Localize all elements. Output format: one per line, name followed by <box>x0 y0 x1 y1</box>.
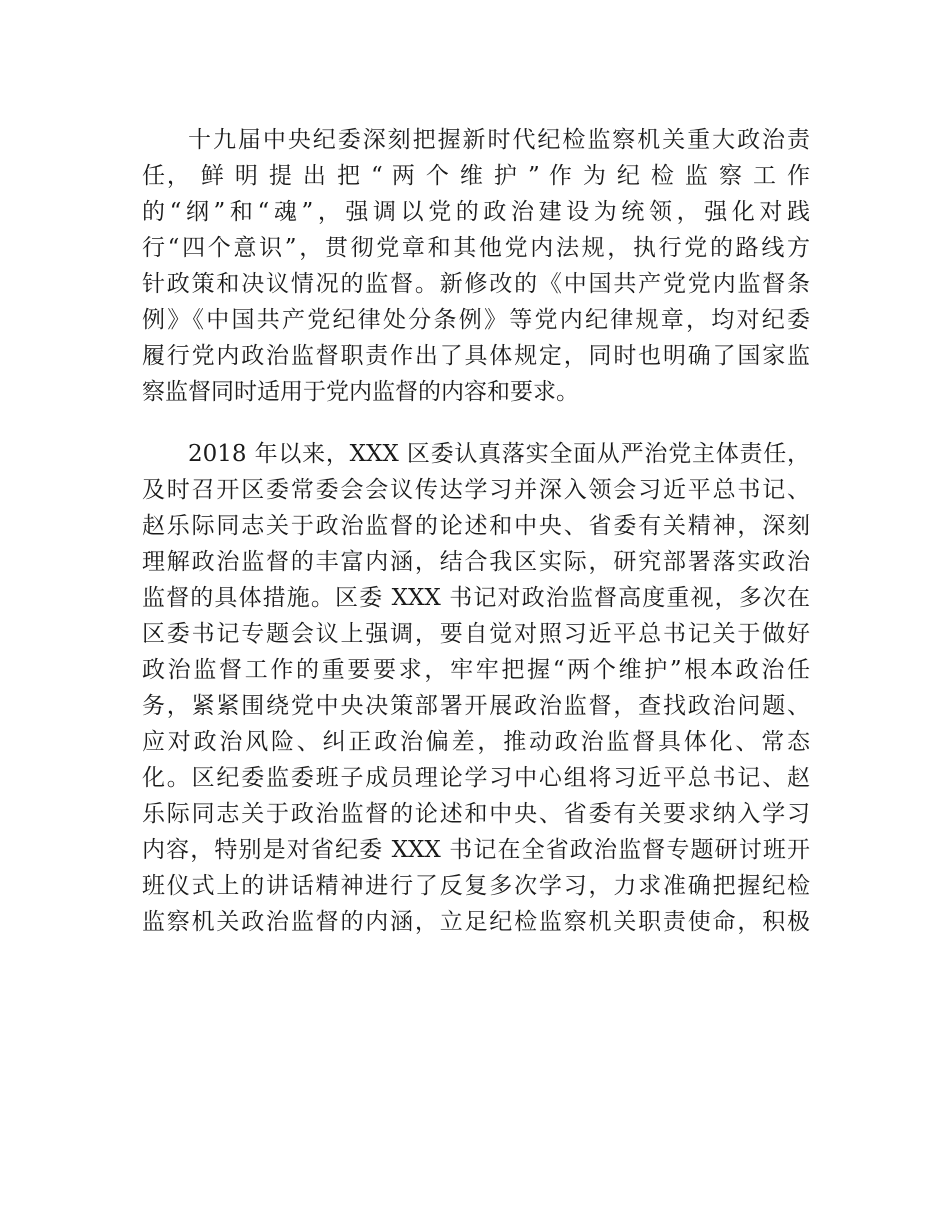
paragraph-line: 例》《中国共产党纪律处分条例》等党内纪律规章，均对纪委 <box>142 307 810 333</box>
body-text <box>142 122 810 940</box>
paragraph-line: 班仪式上的讲话精神进行了反复多次学习，力求准确把握纪检 <box>142 873 810 899</box>
paragraph-line: 理解政治监督的丰富内涵，结合我区实际，研究部署落实政治 <box>142 549 810 575</box>
paragraph-line: 针政策和决议情况的监督。新修改的《中国共产党党内监督条 <box>142 271 810 297</box>
paragraph-line: 十九届中央纪委深刻把握新时代纪检监察机关重大政治责 <box>188 127 810 153</box>
paragraph-line: 监察机关政治监督的内涵，立足纪检监察机关职责使命，积极 <box>142 909 810 935</box>
paragraph-line: 履行党内政治监督职责作出了具体规定，同时也明确了国家监 <box>142 343 810 369</box>
paragraph-line: 应对政治风险、纠正政治偏差，推动政治监督具体化、常态 <box>142 729 810 755</box>
paragraph-line: 及时召开区委常委会会议传达学习并深入领会习近平总书记、 <box>142 477 810 503</box>
paragraph-line: 区委书记专题会议上强调，要自觉对照习近平总书记关于做好 <box>142 621 810 647</box>
paragraph-1 <box>142 122 810 410</box>
paragraph-spacer <box>142 410 810 436</box>
paragraph-line: 乐际同志关于政治监督的论述和中央、省委有关要求纳入学习 <box>142 801 810 827</box>
paragraph-line: 行“四个意识”，贯彻党章和其他党内法规，执行党的路线方 <box>142 235 810 261</box>
paragraph-line: 赵乐际同志关于政治监督的论述和中央、省委有关精神，深刻 <box>142 513 810 539</box>
paragraph-line: 政治监督工作的重要要求，牢牢把握“两个维护”根本政治任 <box>142 657 810 683</box>
paragraph-line: 化。区纪委监委班子成员理论学习中心组将习近平总书记、赵 <box>142 765 810 791</box>
paragraph-line: 的“纲”和“魂”，强调以党的政治建设为统领，强化对践 <box>142 199 810 225</box>
paragraph-2 <box>142 436 810 940</box>
paragraph-line: 内容，特别是对省纪委 XXX 书记在全省政治监督专题研讨班开 <box>142 837 810 863</box>
paragraph-line: 察监督同时适用于党内监督的内容和要求。 <box>142 379 579 405</box>
paragraph-line: 务，紧紧围绕党中央决策部署开展政治监督，查找政治问题、 <box>142 693 810 719</box>
paragraph-line: 2018 年以来，XXX 区委认真落实全面从严治党主体责任， <box>188 441 810 467</box>
paragraph-line: 监督的具体措施。区委 XXX 书记对政治监督高度重视，多次在 <box>142 585 810 611</box>
paragraph-line: 任， 鲜 明 提 出 把 “ 两 个 维 护 ” 作 为 纪 检 监 察 工 作 <box>142 163 810 189</box>
